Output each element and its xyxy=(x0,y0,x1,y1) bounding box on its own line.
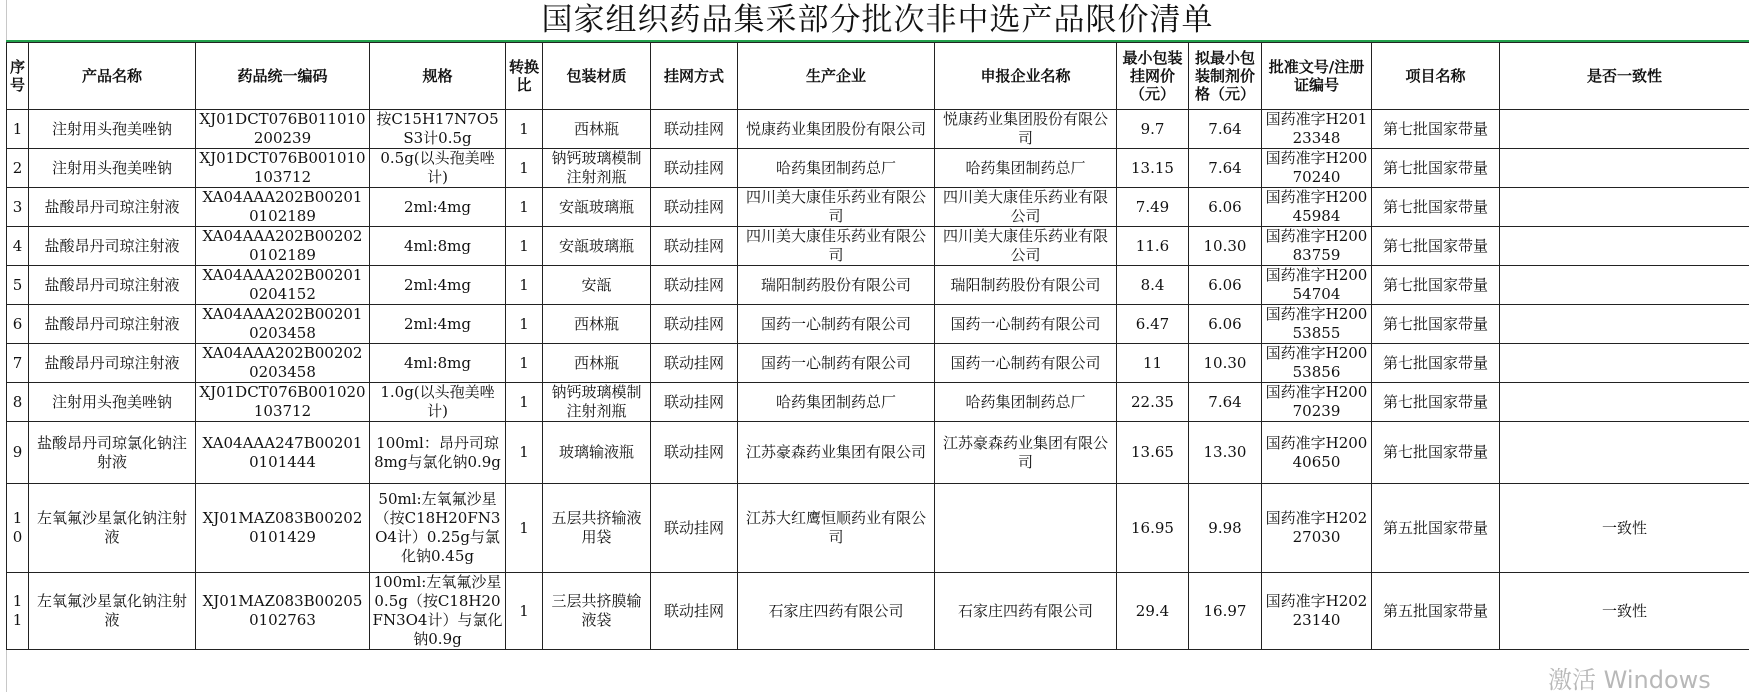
table-cell[interactable]: 国药准字H20040650 xyxy=(1262,422,1372,484)
price-table xyxy=(6,42,1749,650)
table-cell[interactable]: 盐酸昂丹司琼注射液 xyxy=(29,266,196,305)
table-row xyxy=(7,188,1749,227)
table-cell[interactable]: 国药准字H20070239 xyxy=(1262,383,1372,422)
table-cell[interactable]: 1 xyxy=(506,305,543,344)
table-cell[interactable]: 第七批国家带量 xyxy=(1372,383,1500,422)
table-cell[interactable]: 国药准字H20054704 xyxy=(1262,266,1372,305)
table-cell[interactable]: 左氧氟沙星氯化钠注射液 xyxy=(29,573,196,650)
table-cell[interactable]: 联动挂网 xyxy=(651,484,738,573)
table-cell[interactable]: 1 xyxy=(506,344,543,383)
table-cell[interactable]: 盐酸昂丹司琼注射液 xyxy=(29,344,196,383)
table-cell[interactable]: 西林瓶 xyxy=(543,344,651,383)
table-cell[interactable]: 国药准字H20045984 xyxy=(1262,188,1372,227)
table-cell[interactable]: 悦康药业集团股份有限公司 xyxy=(935,110,1117,149)
table-cell[interactable]: 一致性 xyxy=(1500,573,1749,650)
table-cell[interactable]: XJ01MAZ083B002050102763 xyxy=(196,573,370,650)
table-cell[interactable]: 国药一心制药有限公司 xyxy=(935,344,1117,383)
header-cell[interactable]: 药品统一编码 xyxy=(196,43,370,110)
table-row xyxy=(7,422,1749,484)
table-cell[interactable]: 50ml:左氧氟沙星（按C18H20FN3O4计）0.25g与氯化钠0.45g xyxy=(370,484,506,573)
table-cell[interactable]: 瑞阳制药股份有限公司 xyxy=(935,266,1117,305)
table-cell[interactable] xyxy=(1500,227,1749,266)
table-cell[interactable]: XA04AAA202B002020203458 xyxy=(196,344,370,383)
table-cell[interactable]: 6.06 xyxy=(1189,305,1262,344)
table-cell[interactable]: 1 xyxy=(506,383,543,422)
table-cell[interactable]: 8 xyxy=(7,383,29,422)
table-cell[interactable] xyxy=(1500,188,1749,227)
header-cell[interactable]: 产品名称 xyxy=(29,43,196,110)
table-cell[interactable]: 1 xyxy=(506,149,543,188)
table-cell[interactable] xyxy=(1500,266,1749,305)
table-cell[interactable]: 第五批国家带量 xyxy=(1372,573,1500,650)
table-cell[interactable]: 注射用头孢美唑钠 xyxy=(29,110,196,149)
table-cell[interactable]: 1 xyxy=(506,422,543,484)
table-cell[interactable]: 1 xyxy=(506,484,543,573)
table-cell[interactable]: 1 xyxy=(506,188,543,227)
table-cell[interactable]: 9.7 xyxy=(1117,110,1189,149)
table-cell[interactable]: XJ01DCT076B001020103712 xyxy=(196,383,370,422)
table-cell[interactable]: 4ml:8mg xyxy=(370,344,506,383)
table-cell[interactable]: 6.06 xyxy=(1189,266,1262,305)
header-row xyxy=(7,43,1749,110)
header-cell[interactable]: 申报企业名称 xyxy=(935,43,1117,110)
table-cell[interactable]: 第七批国家带量 xyxy=(1372,227,1500,266)
table-cell[interactable]: 国药一心制药有限公司 xyxy=(738,344,935,383)
table-cell[interactable]: 11.6 xyxy=(1117,227,1189,266)
table-cell[interactable]: 第七批国家带量 xyxy=(1372,188,1500,227)
table-row xyxy=(7,149,1749,188)
windows-activation-watermark: 激活 Windows xyxy=(1548,660,1711,695)
table-cell[interactable]: 五层共挤输液用袋 xyxy=(543,484,651,573)
table-cell[interactable]: 盐酸昂丹司琼注射液 xyxy=(29,188,196,227)
table-cell[interactable]: 13.65 xyxy=(1117,422,1189,484)
table-cell[interactable]: 盐酸昂丹司琼注射液 xyxy=(29,305,196,344)
header-cell[interactable]: 序号 xyxy=(7,43,29,110)
table-cell[interactable] xyxy=(1500,383,1749,422)
table-cell[interactable]: 9 xyxy=(7,422,29,484)
table-cell[interactable]: 1 xyxy=(506,573,543,650)
table-cell[interactable]: 玻璃输液瓶 xyxy=(543,422,651,484)
table-cell[interactable]: 联动挂网 xyxy=(651,383,738,422)
table-cell[interactable]: 1 xyxy=(506,110,543,149)
table-cell[interactable]: 10 xyxy=(7,484,29,573)
table-cell[interactable]: 国药准字H20223140 xyxy=(1262,573,1372,650)
table-cell[interactable]: 盐酸昂丹司琼注射液 xyxy=(29,227,196,266)
table-cell[interactable]: 7.64 xyxy=(1189,110,1262,149)
table-cell[interactable]: 7.49 xyxy=(1117,188,1189,227)
table-cell[interactable]: XA04AAA247B002010101444 xyxy=(196,422,370,484)
table-cell[interactable]: 10.30 xyxy=(1189,344,1262,383)
table-cell[interactable]: 1.0g(以头孢美唑计) xyxy=(370,383,506,422)
table-cell[interactable]: 四川美大康佳乐药业有限公司 xyxy=(935,188,1117,227)
table-cell[interactable]: 2 xyxy=(7,149,29,188)
table-cell[interactable]: 7 xyxy=(7,344,29,383)
table-cell[interactable]: XJ01MAZ083B002020101429 xyxy=(196,484,370,573)
table-cell[interactable]: 11 xyxy=(7,573,29,650)
table-cell[interactable]: 江苏豪森药业集团有限公司 xyxy=(738,422,935,484)
table-cell[interactable]: 哈药集团制药总厂 xyxy=(738,383,935,422)
table-cell[interactable]: 第七批国家带量 xyxy=(1372,266,1500,305)
table-cell[interactable]: 安瓿玻璃瓶 xyxy=(543,227,651,266)
table-cell[interactable]: 国药准字H20123348 xyxy=(1262,110,1372,149)
table-cell[interactable]: 5 xyxy=(7,266,29,305)
table-cell[interactable]: 6 xyxy=(7,305,29,344)
table-cell[interactable]: 1 xyxy=(506,266,543,305)
table-cell[interactable]: 盐酸昂丹司琼氯化钠注射液 xyxy=(29,422,196,484)
table-cell[interactable]: 第七批国家带量 xyxy=(1372,305,1500,344)
table-cell[interactable]: 第七批国家带量 xyxy=(1372,110,1500,149)
table-cell[interactable] xyxy=(1500,305,1749,344)
header-cell[interactable]: 最小包装挂网价（元） xyxy=(1117,43,1189,110)
table-cell[interactable]: 国药准字H20083759 xyxy=(1262,227,1372,266)
table-cell[interactable]: 国药一心制药有限公司 xyxy=(935,305,1117,344)
table-cell[interactable]: 注射用头孢美唑钠 xyxy=(29,383,196,422)
table-cell[interactable]: 左氧氟沙星氯化钠注射液 xyxy=(29,484,196,573)
table-cell[interactable]: 西林瓶 xyxy=(543,110,651,149)
table-cell[interactable]: 哈药集团制药总厂 xyxy=(935,149,1117,188)
table-cell[interactable]: 4 xyxy=(7,227,29,266)
table-cell[interactable]: XJ01DCT076B001010103712 xyxy=(196,149,370,188)
table-cell[interactable]: 联动挂网 xyxy=(651,149,738,188)
header-cell[interactable]: 转换比 xyxy=(506,43,543,110)
table-row xyxy=(7,383,1749,422)
table-cell[interactable]: 8.4 xyxy=(1117,266,1189,305)
table-cell[interactable]: 3 xyxy=(7,188,29,227)
table-cell[interactable]: 四川美大康佳乐药业有限公司 xyxy=(935,227,1117,266)
table-cell[interactable]: 16.95 xyxy=(1117,484,1189,573)
table-cell[interactable]: 石家庄四药有限公司 xyxy=(738,573,935,650)
header-cell[interactable]: 挂网方式 xyxy=(651,43,738,110)
table-cell[interactable]: 第五批国家带量 xyxy=(1372,484,1500,573)
table-cell[interactable]: 安瓿玻璃瓶 xyxy=(543,188,651,227)
table-row xyxy=(7,484,1749,573)
table-cell[interactable] xyxy=(1500,149,1749,188)
table-cell[interactable]: 1 xyxy=(506,227,543,266)
table-cell[interactable]: 29.4 xyxy=(1117,573,1189,650)
table-cell[interactable]: 四川美大康佳乐药业有限公司 xyxy=(738,188,935,227)
table-cell[interactable]: 10.30 xyxy=(1189,227,1262,266)
header-cell[interactable]: 是否一致性 xyxy=(1500,43,1749,110)
table-cell[interactable]: 江苏大红鹰恒顺药业有限公司 xyxy=(738,484,935,573)
table-row xyxy=(7,110,1749,149)
table-cell[interactable]: 联动挂网 xyxy=(651,422,738,484)
header-cell[interactable]: 拟最小包装制剂价格（元） xyxy=(1189,43,1262,110)
header-cell[interactable]: 生产企业 xyxy=(738,43,935,110)
table-cell[interactable]: 13.30 xyxy=(1189,422,1262,484)
table-cell[interactable]: 联动挂网 xyxy=(651,344,738,383)
table-cell[interactable]: 哈药集团制药总厂 xyxy=(935,383,1117,422)
table-cell[interactable]: 100ml：昂丹司琼8mg与氯化钠0.9g xyxy=(370,422,506,484)
table-cell[interactable]: 联动挂网 xyxy=(651,227,738,266)
table-cell[interactable]: 西林瓶 xyxy=(543,305,651,344)
table-cell[interactable]: 三层共挤膜输液袋 xyxy=(543,573,651,650)
table-cell[interactable]: 2ml:4mg xyxy=(370,188,506,227)
table-cell[interactable]: 钠钙玻璃模制注射剂瓶 xyxy=(543,383,651,422)
table-cell[interactable]: 联动挂网 xyxy=(651,110,738,149)
header-cell[interactable]: 包装材质 xyxy=(543,43,651,110)
table-cell[interactable]: 7.64 xyxy=(1189,149,1262,188)
table-cell[interactable]: 石家庄四药有限公司 xyxy=(935,573,1117,650)
table-cell[interactable]: 13.15 xyxy=(1117,149,1189,188)
table-cell[interactable]: 联动挂网 xyxy=(651,305,738,344)
table-cell[interactable]: 钠钙玻璃模制注射剂瓶 xyxy=(543,149,651,188)
table-cell[interactable]: 国药准字H20070240 xyxy=(1262,149,1372,188)
table-cell[interactable]: 安瓿 xyxy=(543,266,651,305)
table-cell[interactable]: 一致性 xyxy=(1500,484,1749,573)
table-cell[interactable]: 联动挂网 xyxy=(651,573,738,650)
table-cell[interactable]: XA04AAA202B002010204152 xyxy=(196,266,370,305)
table-cell[interactable] xyxy=(935,484,1117,573)
table-cell[interactable]: 2ml:4mg xyxy=(370,305,506,344)
table-cell[interactable]: 100ml:左氧氟沙星0.5g（按C18H20FN3O4计）与氯化钠0.9g xyxy=(370,573,506,650)
table-cell[interactable]: 国药准字H20227030 xyxy=(1262,484,1372,573)
header-cell[interactable]: 项目名称 xyxy=(1372,43,1500,110)
table-cell[interactable]: 11 xyxy=(1117,344,1189,383)
table-cell[interactable]: XA04AAA202B002010203458 xyxy=(196,305,370,344)
table-cell[interactable] xyxy=(1500,422,1749,484)
table-cell[interactable]: XJ01DCT076B011010200239 xyxy=(196,110,370,149)
table-cell[interactable]: XA04AAA202B002010102189 xyxy=(196,188,370,227)
table-cell[interactable] xyxy=(1500,344,1749,383)
table-row xyxy=(7,344,1749,383)
table-cell[interactable]: 国药准字H20053855 xyxy=(1262,305,1372,344)
table-cell[interactable]: 四川美大康佳乐药业有限公司 xyxy=(738,227,935,266)
table-cell[interactable]: 6.06 xyxy=(1189,188,1262,227)
table-cell[interactable]: 国药一心制药有限公司 xyxy=(738,305,935,344)
header-cell[interactable]: 批准文号/注册证编号 xyxy=(1262,43,1372,110)
table-cell[interactable]: 江苏豪森药业集团有限公司 xyxy=(935,422,1117,484)
table-cell[interactable]: 2ml:4mg xyxy=(370,266,506,305)
table-cell[interactable]: 国药准字H20053856 xyxy=(1262,344,1372,383)
table-cell[interactable]: 4ml:8mg xyxy=(370,227,506,266)
table-row xyxy=(7,573,1749,650)
table-cell[interactable]: 瑞阳制药股份有限公司 xyxy=(738,266,935,305)
table-cell[interactable]: 第七批国家带量 xyxy=(1372,344,1500,383)
table-cell[interactable]: 按C15H17N7O5S3计0.5g xyxy=(370,110,506,149)
table-cell[interactable]: 第七批国家带量 xyxy=(1372,422,1500,484)
table-cell[interactable]: 联动挂网 xyxy=(651,266,738,305)
table-row xyxy=(7,227,1749,266)
table-cell[interactable]: 注射用头孢美唑钠 xyxy=(29,149,196,188)
table-cell[interactable]: 22.35 xyxy=(1117,383,1189,422)
table-cell[interactable] xyxy=(1500,110,1749,149)
sheet-title: 国家组织药品集采部分批次非中选产品限价清单 xyxy=(6,0,1749,40)
table-row xyxy=(7,305,1749,344)
table-cell[interactable]: 第七批国家带量 xyxy=(1372,149,1500,188)
table-row xyxy=(7,266,1749,305)
table-cell[interactable]: 0.5g(以头孢美唑计) xyxy=(370,149,506,188)
table-cell[interactable]: 悦康药业集团股份有限公司 xyxy=(738,110,935,149)
table-cell[interactable]: 1 xyxy=(7,110,29,149)
header-cell[interactable]: 规格 xyxy=(370,43,506,110)
table-cell[interactable]: XA04AAA202B002020102189 xyxy=(196,227,370,266)
table-cell[interactable]: 7.64 xyxy=(1189,383,1262,422)
table-cell[interactable]: 哈药集团制药总厂 xyxy=(738,149,935,188)
table-cell[interactable]: 9.98 xyxy=(1189,484,1262,573)
table-cell[interactable]: 6.47 xyxy=(1117,305,1189,344)
table-cell[interactable]: 16.97 xyxy=(1189,573,1262,650)
table-cell[interactable]: 联动挂网 xyxy=(651,188,738,227)
